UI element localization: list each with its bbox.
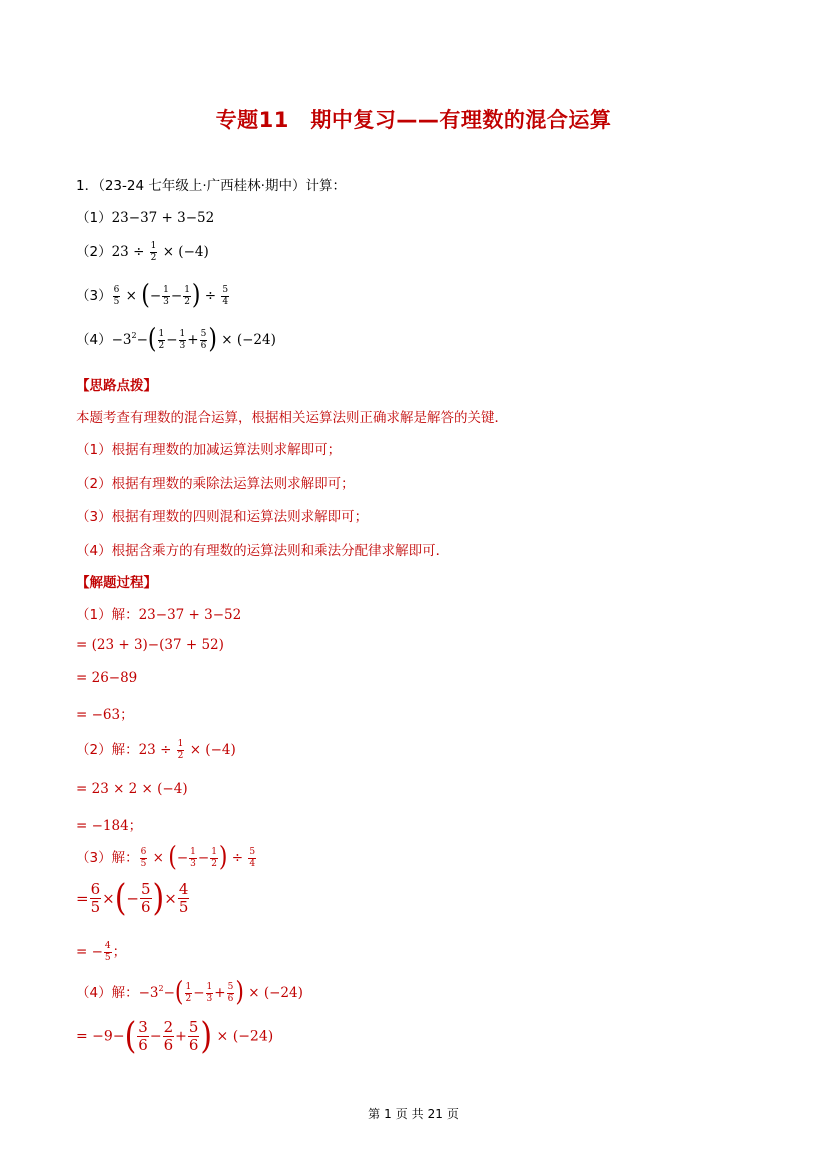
left-paren: ( — [174, 976, 184, 1008]
expr-tail: × (−4) — [158, 244, 209, 260]
footer-suffix: 页 — [446, 1107, 459, 1121]
solution-3-start — [76, 841, 257, 873]
divide-sign: ÷ — [227, 850, 248, 866]
right-paren: ) — [200, 1014, 213, 1057]
right-paren: ) — [191, 279, 201, 311]
sign: − — [197, 850, 210, 866]
expr-tail: × (−24) — [212, 1028, 274, 1045]
sign: − — [193, 985, 205, 1001]
times-sign: × — [148, 850, 169, 866]
hint-line: （4）根据含乘方的有理数的运算法则和乘法分配律求解即可． — [76, 543, 450, 559]
solution-step: = −63； — [76, 707, 134, 723]
solution-step — [76, 940, 126, 963]
sign: + — [175, 1028, 187, 1045]
solution-label: （1）解： — [76, 607, 139, 623]
sign: − — [136, 332, 148, 348]
solution-step-large — [76, 876, 190, 919]
question-item-1 — [76, 206, 214, 226]
fraction: $\frac{5}{6}$ — [188, 1018, 199, 1054]
solution-2-start — [76, 738, 236, 761]
sign: − — [170, 288, 183, 304]
exponent: 2 — [158, 984, 164, 993]
fraction: $\frac{1}{2}$ — [150, 240, 157, 263]
sign: − — [126, 889, 139, 908]
item-label: （3） — [76, 288, 112, 304]
fraction: $\frac{1}{2}$ — [211, 846, 217, 869]
sign: + — [187, 332, 199, 348]
hint-line: （3）根据有理数的四则混和运算法则求解即可； — [76, 509, 369, 525]
item-label: （2） — [76, 244, 112, 260]
solution-step: = (23 + 3)−(37 + 52) — [76, 637, 224, 653]
question-intro: 1．（23-24 七年级上·广西桂林·期中）计算： — [76, 178, 346, 194]
hint-line: （2）根据有理数的乘除法运算法则求解即可； — [76, 476, 355, 492]
equals-sign: = — [76, 889, 89, 908]
sign: − — [163, 985, 175, 1001]
solution-step: = −184； — [76, 818, 143, 834]
solution-label: （2）解： — [76, 742, 139, 758]
solution-expression: 23−37 + 3−52 — [138, 607, 242, 623]
equals-sign: = − — [76, 944, 103, 960]
item-label: （4） — [76, 332, 112, 348]
fraction: $\frac{5}{6}$ — [200, 328, 207, 351]
right-paren: ) — [208, 323, 217, 355]
fraction: $\frac{6}{5}$ — [90, 880, 101, 916]
solution-heading: 【解题过程】 — [76, 575, 157, 591]
item-label: （1） — [76, 210, 112, 226]
hint-line: （1）根据有理数的加减运算法则求解即可； — [76, 442, 342, 458]
sign: − — [176, 850, 189, 866]
expr-tail: × (−4) — [185, 742, 236, 758]
expr-lead: −3 — [111, 332, 132, 348]
solution-label: （4）解： — [76, 985, 139, 1001]
question-item-4 — [76, 323, 276, 355]
page-title: 专题11 期中复习——有理数的混合运算 — [215, 108, 612, 132]
fraction: $\frac{1}{2}$ — [158, 328, 165, 351]
times-sign: × — [121, 288, 142, 304]
times-sign: × — [164, 889, 177, 908]
expr-lead: 23 ÷ — [138, 742, 176, 758]
expr-tail: × (−24) — [243, 985, 303, 1001]
hint-intro: 本题考查有理数的混合运算，根据相关运算法则正确求解是解答的关键． — [76, 410, 508, 426]
solution-4-start — [76, 976, 303, 1008]
solution-1-start — [76, 603, 241, 623]
footer-middle: 页 共 — [395, 1107, 424, 1121]
hint-heading: 【思路点拨】 — [76, 378, 157, 394]
solution-step: = 26−89 — [76, 670, 138, 686]
fraction: $\frac{4}{5}$ — [178, 880, 189, 916]
item-expression: 23−37 + 3−52 — [111, 210, 215, 226]
solution-step: = 23 × 2 × (−4) — [76, 781, 188, 797]
divide-sign: ÷ — [200, 288, 221, 304]
fraction: $\frac{2}{6}$ — [163, 1018, 174, 1054]
page-footer — [0, 1105, 827, 1122]
sign: − — [149, 288, 162, 304]
sign: − — [166, 332, 178, 348]
sign: − — [149, 1028, 162, 1045]
fraction: $\frac{1}{3}$ — [163, 284, 169, 307]
expr-lead: −3 — [138, 985, 159, 1001]
fraction: $\frac{1}{2}$ — [185, 981, 192, 1004]
expr-tail: × (−24) — [216, 332, 276, 348]
fraction: $\frac{1}{3}$ — [179, 328, 186, 351]
fraction: $\frac{5}{6}$ — [227, 981, 234, 1004]
left-paren: ( — [114, 876, 127, 919]
fraction: $\frac{1}{3}$ — [206, 981, 213, 1004]
exponent: 2 — [131, 331, 137, 340]
fraction: $\frac{6}{5}$ — [140, 846, 147, 869]
fraction: $\frac{5}{4}$ — [249, 846, 256, 869]
expr-lead: = −9− — [76, 1028, 125, 1045]
fraction: $\frac{1}{2}$ — [177, 738, 184, 761]
left-paren: ( — [168, 841, 177, 873]
fraction: $\frac{5}{6}$ — [141, 880, 151, 916]
solution-label: （3）解： — [76, 850, 139, 866]
fraction: $\frac{1}{3}$ — [190, 846, 196, 869]
fraction: $\frac{1}{2}$ — [184, 284, 190, 307]
sign: + — [214, 985, 226, 1001]
right-paren: ) — [218, 841, 228, 873]
current-page-number: 1 — [384, 1107, 392, 1121]
question-item-2 — [76, 240, 209, 263]
left-paren: ( — [147, 323, 157, 355]
solution-step-large — [76, 1014, 274, 1057]
times-sign: × — [102, 889, 115, 908]
question-item-3 — [76, 279, 230, 311]
expr-lead: 23 ÷ — [111, 244, 149, 260]
fraction: $\frac{6}{5}$ — [113, 284, 120, 307]
semicolon: ； — [112, 944, 127, 960]
right-paren: ) — [152, 876, 165, 919]
footer-prefix: 第 — [368, 1107, 381, 1121]
left-paren: ( — [141, 279, 150, 311]
fraction: $\frac{5}{4}$ — [222, 284, 229, 307]
right-paren: ) — [235, 976, 244, 1008]
total-pages: 21 — [427, 1107, 443, 1121]
fraction: $\frac{4}{5}$ — [104, 940, 111, 963]
left-paren: ( — [124, 1014, 137, 1057]
fraction: $\frac{3}{6}$ — [138, 1018, 148, 1054]
